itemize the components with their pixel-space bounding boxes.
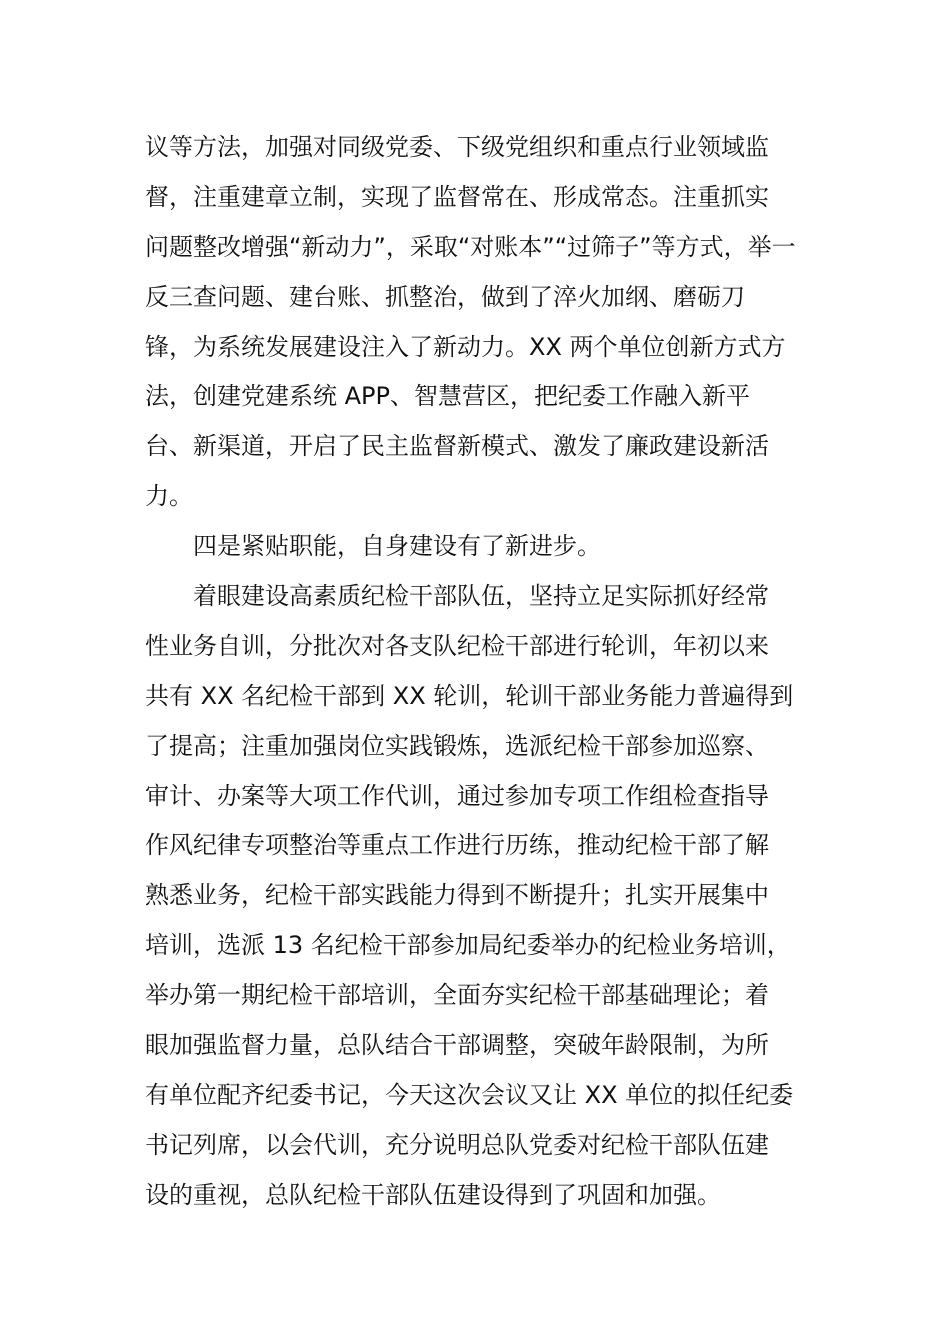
text-line: 了提高；注重加强岗位实践锻炼，选派纪检干部参加巡察、 — [145, 731, 769, 760]
section-heading: 四是紧贴职能，自身建设有了新进步。 — [193, 532, 601, 561]
text-line: 议等方法，加强对同级党委、下级党组织和重点行业领域监 — [145, 133, 769, 161]
text-line: 性业务自训，分批次对各支队纪检干部进行轮训，年初以来 — [145, 631, 769, 660]
text-line: 力。 — [145, 482, 193, 511]
text-line: 熟悉业务，纪检干部实践能力得到不断提升；扎实开展集中 — [145, 881, 769, 910]
text-line: 反三查问题、建台账、抓整治，做到了淬火加纲、磨砺刀 — [145, 282, 745, 311]
paragraph-continued — [145, 123, 825, 522]
text-line: 培训，选派 13 名纪检干部参加局纪委举办的纪检业务培训， — [145, 931, 791, 960]
text-line: 法，创建党建系统 APP、智慧营区，把纪委工作融入新平 — [145, 382, 750, 411]
text-line: 眼加强监督力量，总队结合干部调整，突破年龄限制，为所 — [145, 1031, 769, 1060]
document-body — [145, 123, 825, 1221]
text-line: 台、新渠道，开启了民主监督新模式、激发了廉政建设新活 — [145, 432, 769, 461]
text-line: 着眼建设高素质纪检干部队伍，坚持立足实际抓好经常 — [193, 582, 769, 611]
text-line: 设的重视，总队纪检干部队伍建设得到了巩固和加强。 — [145, 1180, 721, 1209]
text-line: 书记列席，以会代训，充分说明总队党委对纪检干部队伍建 — [145, 1130, 769, 1159]
text-line: 有单位配齐纪委书记，今天这次会议又让 XX 单位的拟任纪委 — [145, 1080, 794, 1109]
text-line: 问题整改增强“新动力”，采取“对账本”“过筛子”等方式，举一 — [145, 232, 796, 261]
text-line: 审计、办案等大项工作代训，通过参加专项工作组检查指导 — [145, 781, 769, 810]
text-line: 共有 XX 名纪检干部到 XX 轮训，轮训干部业务能力普遍得到 — [145, 681, 794, 710]
text-line: 督，注重建章立制，实现了监督常在、形成常态。注重抓实 — [145, 182, 769, 211]
text-line: 举办第一期纪检干部培训，全面夯实纪检干部基础理论；着 — [145, 981, 769, 1010]
paragraph — [145, 572, 825, 1221]
text-line: 作风纪律专项整治等重点工作进行历练，推动纪检干部了解 — [145, 831, 769, 860]
text-line: 锋，为系统发展建设注入了新动力。XX 两个单位创新方式方 — [145, 332, 786, 361]
